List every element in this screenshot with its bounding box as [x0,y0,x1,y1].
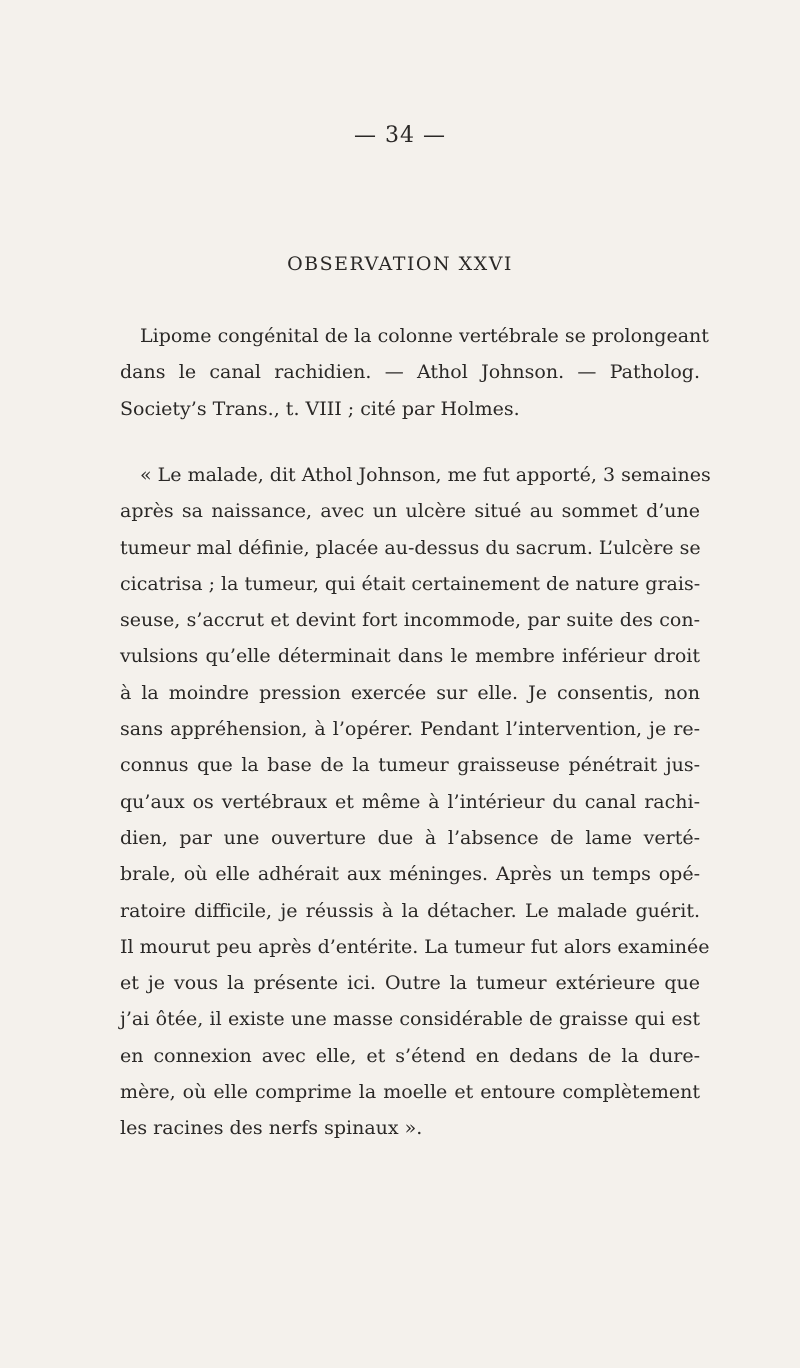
body-line: cicatrisa ; la tumeur, qui était certainement de nature grais- [120,572,701,595]
body-line: vulsions qu’elle déterminait dans le membre inférieur droit [120,645,700,668]
body-line: mère, où elle comprime la moelle et entoure complètement [120,1081,700,1104]
body-line: et je vous la présente ici. Outre la tumeur extérieure que [120,972,700,995]
body-line: « Le malade, dit Athol Johnson, me fut apporté, 3 semaines [140,464,711,486]
body-line: tumeur mal définie, placée au-dessus du sacrum. L’ulcère se [120,536,701,559]
body-line: ratoire difficile, je réussis à la détacher. Le malade guérit. [120,899,700,922]
intro-line: Lipome congénital de la colonne vertébrale se prolongeant [140,325,709,347]
body-line: Il mourut peu après d’entérite. La tumeur fut alors examinée [120,935,710,958]
page-number: — 34 — [354,123,446,148]
body-line: dien, par une ouverture due à l’absence de lame verté- [120,826,700,849]
observation-body [120,457,711,1147]
body-line: à la moindre pression exercée sur elle. Je consentis, non [120,681,700,704]
body-line: en connexion avec elle, et s’étend en dedans de la dure- [120,1044,700,1067]
body-line: j’ai ôtée, il existe une masse considérable de graisse qui est [120,1008,700,1031]
body-line: brale, où elle adhérait aux méninges. Après un temps opé- [120,863,700,886]
body-line: après sa naissance, avec un ulcère situé au sommet d’une [120,500,700,523]
body-line: connus que la base de la tumeur graisseuse pénétrait jus- [120,754,700,777]
body-line: les racines des nerfs spinaux ». [120,1117,423,1140]
observation-intro [120,318,709,427]
body-line: seuse, s’accrut et devint fort incommode, par suite des con- [120,609,700,632]
body-line: qu’aux os vertébraux et même à l’intérieur du canal rachi- [120,790,700,813]
intro-line: Society’s Trans., t. VIII ; cité par Holmes. [120,397,520,420]
body-line: sans appréhension, à l’opérer. Pendant l’intervention, je re- [120,718,700,741]
observation-heading: OBSERVATION XXVI [287,253,513,275]
intro-line: dans le canal rachidien. — Athol Johnson. — Patholog. [120,361,700,384]
